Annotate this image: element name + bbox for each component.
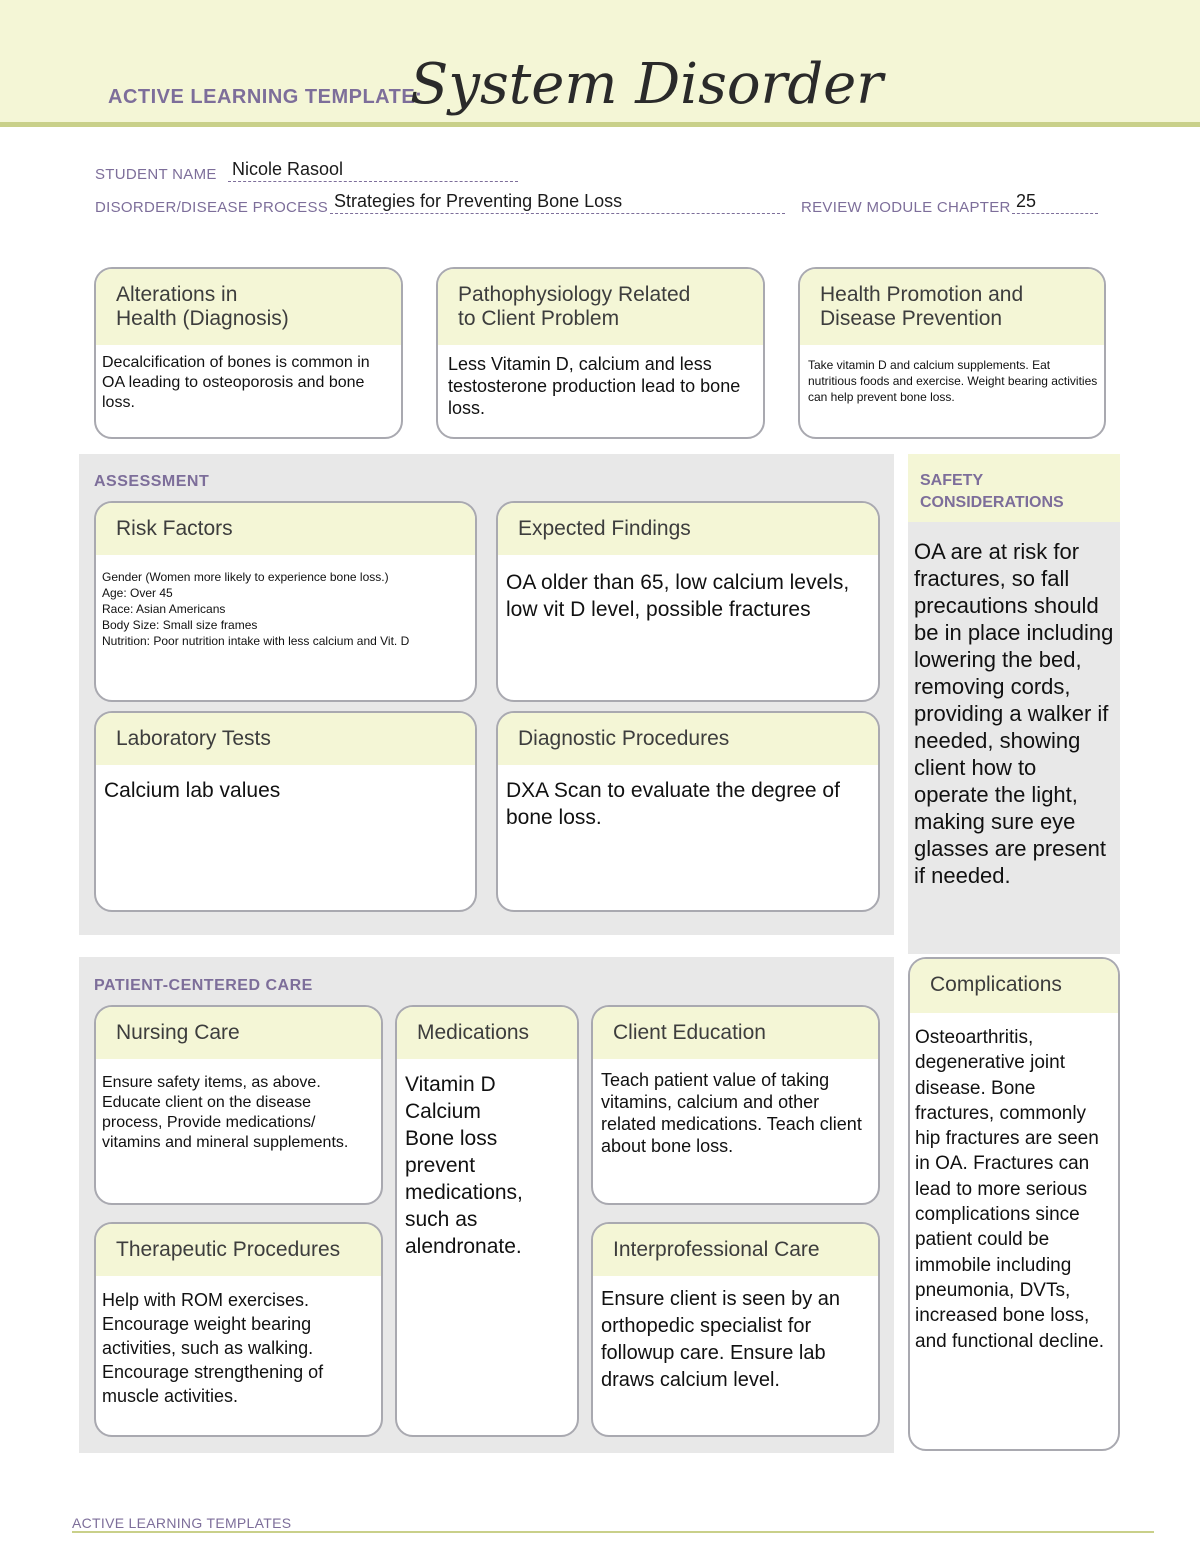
complications-title: Complications xyxy=(910,959,1118,1013)
interprofessional-care-card xyxy=(591,1222,880,1437)
medication-item: Bone loss prevent medications, such as alendronate. xyxy=(405,1127,523,1258)
assessment-title: ASSESSMENT xyxy=(94,473,210,490)
health-promotion-title-line-2: Disease Prevention xyxy=(820,307,1003,330)
nursing-care-body[interactable]: Ensure safety items, as above. Educate client on the disease process, Provide medications/ vitamins and mineral supplements. xyxy=(102,1074,349,1151)
alterations-title-line-1: Alterations in xyxy=(116,283,238,306)
footer-label: ACTIVE LEARNING TEMPLATES xyxy=(72,1515,292,1531)
diagnostic-procedures-title: Diagnostic Procedures xyxy=(498,713,878,765)
laboratory-tests-body[interactable]: Calcium lab values xyxy=(104,779,281,802)
diagnostic-procedures-body[interactable]: DXA Scan to evaluate the degree of bone loss. xyxy=(506,779,840,829)
expected-findings-card xyxy=(496,501,880,702)
pathophysiology-body[interactable]: Less Vitamin D, calcium and less testosterone production lead to bone loss. xyxy=(448,354,741,418)
pathophysiology-title-line-1: Pathophysiology Related xyxy=(458,283,691,306)
complications-body[interactable]: Osteoarthritis, degenerative joint disease. Bone fractures, commonly hip fractures are seen in OA. Fractures can lead to more serious complications since patient could be immobile including pneumonia, DVTs, increased bone loss, and functional decline. xyxy=(915,1027,1105,1352)
nursing-care-title: Nursing Care xyxy=(96,1007,381,1059)
safety-title xyxy=(908,454,1120,522)
pathophysiology-card xyxy=(436,267,765,439)
client-education-title: Client Education xyxy=(593,1007,878,1059)
alterations-title-line-2: Health (Diagnosis) xyxy=(116,307,289,330)
patient-care-title: PATIENT-CENTERED CARE xyxy=(94,977,313,994)
risk-factor-line: Nutrition: Poor nutrition intake with less calcium and Vit. D xyxy=(102,634,410,648)
template-label: ACTIVE LEARNING TEMPLATE: xyxy=(108,86,423,108)
chapter-field[interactable]: 25 xyxy=(1012,190,1098,214)
risk-factor-line: Body Size: Small size frames xyxy=(102,618,258,632)
health-promotion-title-line-1: Health Promotion and xyxy=(820,283,1024,306)
health-promotion-title xyxy=(800,269,1104,345)
disorder-label: DISORDER/DISEASE PROCESS xyxy=(95,199,329,216)
student-name-label: STUDENT NAME xyxy=(95,166,217,183)
health-promotion-body[interactable]: Take vitamin D and calcium supplements. Eat nutritious foods and exercise. Weight bearing activities can help prevent bone loss. xyxy=(808,358,1098,404)
risk-factor-line: Age: Over 45 xyxy=(102,586,173,600)
disorder-field[interactable]: Strategies for Preventing Bone Loss xyxy=(330,190,785,214)
health-promotion-card xyxy=(798,267,1106,439)
laboratory-tests-card xyxy=(94,711,477,912)
alterations-body[interactable]: Decalcification of bones is common in OA leading to osteoporosis and bone loss. xyxy=(102,354,370,411)
therapeutic-procedures-title: Therapeutic Procedures xyxy=(96,1224,381,1276)
expected-findings-body[interactable]: OA older than 65, low calcium levels, low vit D level, possible fractures xyxy=(506,571,850,621)
risk-factors-title: Risk Factors xyxy=(96,503,475,555)
student-name-field[interactable]: Nicole Rasool xyxy=(228,158,518,182)
medications-body[interactable] xyxy=(397,1059,577,1260)
risk-factor-line: Gender (Women more likely to experience bone loss.) xyxy=(102,570,389,584)
safety-title-line-2: CONSIDERATIONS xyxy=(920,494,1064,511)
client-education-body[interactable]: Teach patient value of taking vitamins, calcium and other related medications. Teach client about bone loss. xyxy=(601,1070,862,1156)
pathophysiology-title-line-2: to Client Problem xyxy=(458,307,620,330)
footer-rule xyxy=(72,1531,1154,1533)
nursing-care-card xyxy=(94,1005,383,1205)
risk-factor-line: Race: Asian Americans xyxy=(102,602,226,616)
chapter-label: REVIEW MODULE CHAPTER xyxy=(801,199,1011,216)
laboratory-tests-title: Laboratory Tests xyxy=(96,713,475,765)
interprofessional-care-body[interactable]: Ensure client is seen by an orthopedic specialist for followup care. Ensure lab draws calcium level. xyxy=(601,1288,841,1391)
medication-item: Vitamin D xyxy=(405,1073,496,1096)
client-education-card xyxy=(591,1005,880,1205)
risk-factors-body[interactable] xyxy=(96,555,475,649)
medications-card xyxy=(395,1005,579,1437)
complications-card xyxy=(908,957,1120,1451)
therapeutic-procedures-body[interactable]: Help with ROM exercises. Encourage weight bearing activities, such as walking. Encourage strengthening of muscle activities. xyxy=(102,1290,324,1406)
medication-item: Calcium xyxy=(405,1100,481,1123)
alterations-card xyxy=(94,267,403,439)
expected-findings-title: Expected Findings xyxy=(498,503,878,555)
diagnostic-procedures-card xyxy=(496,711,880,912)
medications-title: Medications xyxy=(397,1007,577,1059)
template-title: System Disorder xyxy=(410,52,884,117)
safety-title-line-1: SAFETY xyxy=(920,472,984,489)
risk-factors-card xyxy=(94,501,477,702)
pathophysiology-title xyxy=(438,269,763,345)
safety-body[interactable]: OA are at risk for fractures, so fall precautions should be in place including lowering the bed, removing cords, providing a walker if needed, showing client how to operate the light, making sure eye glasses are present if needed. xyxy=(914,539,1114,888)
therapeutic-procedures-card xyxy=(94,1222,383,1437)
interprofessional-care-title: Interprofessional Care xyxy=(593,1224,878,1276)
alterations-title xyxy=(96,269,401,345)
